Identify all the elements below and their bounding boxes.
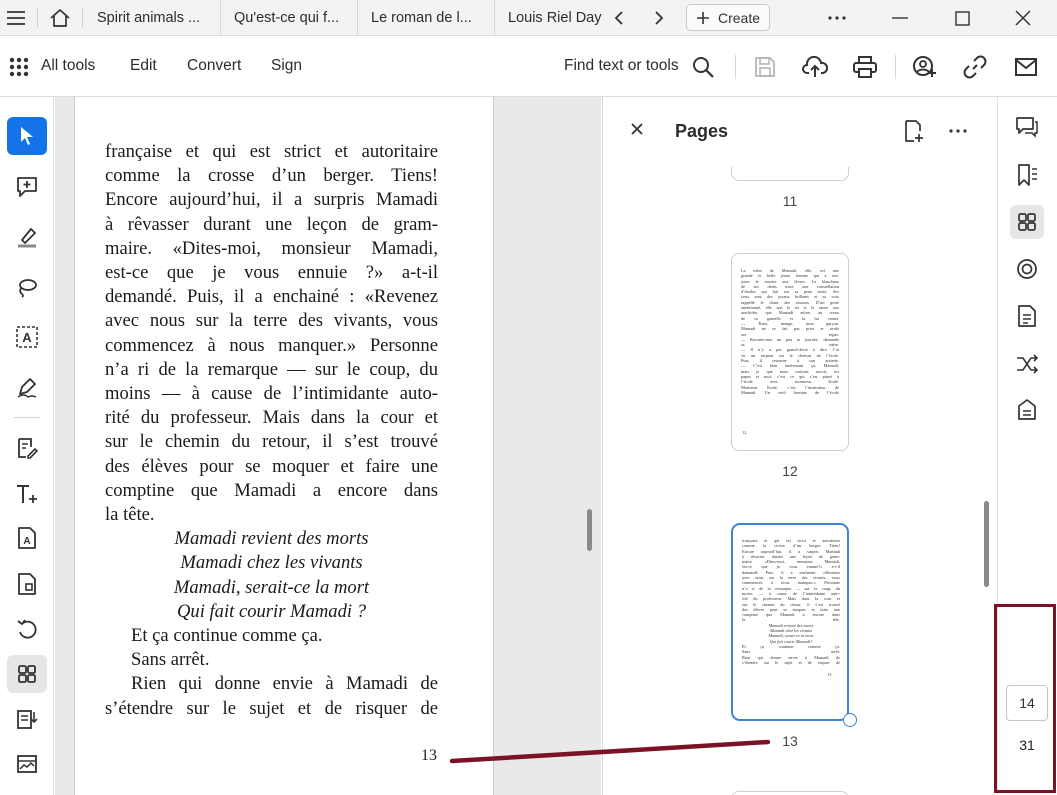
page-add-icon [16, 572, 38, 596]
paragraph-line: demandé. Puis, il a enchainé : «Revenez [105, 286, 438, 308]
cursor-arrow-icon [18, 126, 36, 146]
thumbnail-line: vu un serpent sur le chemin de l’école. [741, 352, 839, 358]
divider [37, 8, 38, 28]
save-icon [752, 54, 778, 80]
edit-link[interactable]: Edit [130, 57, 157, 74]
thumbnail-line: sur le chemin du retour, il s’est trouvé [742, 601, 840, 607]
image-chart-icon [16, 754, 38, 774]
thumbnail-line: grande et belle jeune femme qui a tou- [741, 273, 839, 279]
poem-line: Mamadi, serait-ce la mort [173, 576, 370, 598]
panel-more-options-icon[interactable] [949, 129, 967, 133]
tab-le-roman[interactable] [360, 0, 495, 36]
undo-tool-button[interactable] [7, 610, 47, 648]
draw-tool-button[interactable] [7, 268, 47, 306]
svg-text:A: A [23, 536, 31, 547]
add-text-tool-button[interactable] [7, 475, 47, 513]
paragraph-line: avec nous sur la terre des vivants, vous [105, 310, 438, 332]
thumbnail-line: Et ça continue comme ça. [742, 643, 840, 649]
document-scrollbar[interactable] [587, 509, 592, 551]
thumbnail-line: d’étoiles qui luit sur sa peau noire. Ses [741, 289, 839, 295]
pen-sign-icon [16, 376, 38, 398]
thumbnail-line: Mamadi ne se fait pas prier et avale [741, 326, 839, 332]
poem-line: Mamadi chez les vivants [180, 552, 363, 574]
thumbnail-line: rappelle le chant des oiseaux. D’un geste [741, 299, 839, 305]
sign-tool-button[interactable] [7, 368, 47, 406]
thumbnail-line: — C’est bien intéressant ça, Mamadi, [741, 363, 839, 369]
thumbnail-line: — Raconte-moi un peu ta journée, demande [741, 336, 839, 342]
create-button[interactable] [686, 4, 770, 31]
thumbnail-line: des élèves pour se moquer et faire une [742, 606, 840, 612]
page-thumbnail-selected[interactable] [731, 523, 849, 721]
print-icon[interactable] [852, 54, 878, 80]
page-body [105, 140, 438, 721]
thumbnail-line: Mamadi revient des morts [768, 622, 814, 628]
more-options-icon[interactable] [821, 2, 853, 34]
comment-add-icon [16, 176, 38, 198]
total-pages: 31 [1019, 737, 1035, 753]
thumbnail-line: est-ce que je vous ennuie?» a-t-il [742, 564, 840, 570]
thumbnail-line: Mamadi, serait-ce la mort [768, 633, 814, 639]
divider [895, 55, 896, 79]
thumbnail-line: à rêvasser durant une leçon de gram- [742, 553, 840, 559]
paragraph-line: est-ce que je vous ennuie ?» a-t-il [105, 262, 438, 284]
tab-label: Louis Riel Day [508, 10, 602, 26]
export-pages-icon [16, 708, 38, 730]
bookmarks-icon[interactable] [1010, 158, 1044, 192]
close-panel-icon[interactable] [631, 123, 643, 135]
paragraph-line: Et ça continue comme ça. [131, 625, 323, 647]
thumbnail-line: Encore aujourd’hui, il a surpris Mamadi [742, 548, 840, 554]
sign-link[interactable]: Sign [271, 57, 303, 74]
paragraph-line: commencez à nous manquer.» Personne [105, 334, 438, 356]
text-add-icon [15, 483, 39, 505]
paragraph-line: s’étendre sur le sujet et de risquer de [105, 697, 438, 719]
paragraph-line: moins — à cause de l’intimidante auto- [105, 383, 438, 405]
thumbnail-line: commencez à nous manquer.» Personne [742, 580, 840, 586]
thumbnail-page-number: 13 [827, 672, 832, 677]
document-viewer[interactable] [55, 97, 601, 795]
tab-louis-riel-day[interactable] [497, 0, 605, 36]
pages-panel [602, 97, 996, 795]
thumbnail-line: maire. «Dites-moi, monsieur Mamadi, [742, 559, 840, 565]
divider [82, 8, 83, 28]
pages-panel-scrollbar[interactable] [984, 501, 989, 587]
thumbnail-line: rité du professeur. Mais dans la cour et [742, 596, 840, 602]
thumbnail-text [742, 538, 840, 665]
home-icon[interactable] [44, 2, 76, 34]
page-thumbnails-list[interactable] [603, 167, 983, 795]
tab-label: Spirit animals ... [97, 10, 201, 26]
compare-tool-button[interactable] [7, 745, 47, 783]
select-tool-button[interactable] [7, 117, 47, 155]
thumbnail-line: avec nous sur la terre des vivants, vous [742, 575, 840, 581]
paragraph-line: n’a ri de la remarque — sur le coup, du [105, 358, 438, 380]
pages-panel-title: Pages [675, 121, 729, 141]
page-number: 13 [421, 747, 437, 764]
thumbnail-line: Puis, il retourne à son assiette. [741, 358, 839, 364]
thumbnail-line: — Tiens, mange, mon garçon. [741, 320, 839, 326]
paragraph-line: maire. «Dites-moi, monsieur Mamadi, [105, 237, 438, 259]
minimize-icon[interactable] [884, 2, 916, 34]
organize-tool-button[interactable] [7, 565, 47, 603]
tab-bar [0, 0, 1057, 36]
thumbnail-line: s’étendre sur le sujet et de risquer de [742, 659, 840, 665]
extract-tool-button[interactable] [7, 700, 47, 738]
thumbnail-page-number: 12 [742, 430, 747, 435]
all-tools-grid-icon[interactable] [6, 54, 32, 80]
thumbnail-line: française et qui est strict et autoritaire [742, 538, 840, 543]
tab-label: Le roman de l... [371, 10, 472, 26]
paragraph-line: Sans arrêt. [131, 649, 210, 671]
cloud-upload-icon[interactable] [802, 54, 828, 80]
poem-line: Qui fait courir Mamadi ? [176, 600, 367, 622]
insert-page-icon[interactable] [903, 119, 925, 143]
thumbnail-line: de ses dents trace une constellation [741, 283, 839, 289]
thumbnail-line: — Il n’y a pas grand-chose à dire. J’ai [741, 347, 839, 353]
thumbnail-line: yeux sont des joyaux brillants et sa voix [741, 294, 839, 300]
flow-arrows-icon[interactable] [1010, 347, 1044, 381]
search-icon[interactable] [690, 54, 716, 80]
thumbnail-line: comptine que Mamadi a encore dans [742, 612, 840, 618]
accessibility-tag-icon[interactable] [1010, 393, 1044, 427]
poem-line: Mamadi revient des morts [174, 528, 369, 550]
tab-spirit-animals[interactable] [86, 0, 221, 36]
layers-icon[interactable] [1010, 252, 1044, 286]
thumbnail-line: comme la crosse d’un berger. Tiens! [742, 543, 840, 549]
fill-form-tool-button[interactable] [7, 519, 47, 557]
page-thumbnails-icon[interactable] [1010, 205, 1044, 239]
document-text-icon [16, 526, 38, 550]
document-page [74, 97, 494, 795]
left-tool-rail [0, 97, 54, 795]
thumbnail-line: attentionné, elle sert le riz et la sauce aux [741, 305, 839, 311]
share-user-icon[interactable] [912, 54, 938, 80]
tab-label: Qu'est-ce qui f... [234, 10, 340, 26]
thumbnail-line: Sans arrêt. [742, 649, 840, 655]
paragraph-line: la tête. [105, 504, 155, 526]
resize-handle[interactable] [843, 713, 857, 727]
thumbnail-line: mais je que nous voulons savoir, tes [741, 368, 839, 374]
page-thumbnail-label: 12 [782, 463, 798, 479]
annotation-highlight-box [994, 604, 1056, 793]
add-comment-tool-button[interactable] [7, 168, 47, 206]
current-page-input[interactable]: 14 [1006, 685, 1048, 721]
svg-text:A: A [22, 330, 32, 345]
page-thumbnail-label: 11 [782, 193, 798, 209]
all-tools-link[interactable]: All tools [41, 57, 96, 74]
email-icon[interactable] [1013, 54, 1039, 80]
page-thumbnail[interactable] [731, 253, 849, 451]
lasso-icon [16, 276, 38, 298]
thumbnail-line: Mamadi. Un vieil homme de l’école [741, 389, 839, 395]
plus-icon [697, 12, 709, 24]
highlighter-icon [16, 226, 38, 248]
paragraph-line: à rêvasser durant une leçon de gram- [105, 213, 438, 235]
thumbnail-line: de sa gamelle et la lui remet. [741, 315, 839, 321]
maximize-icon[interactable] [946, 2, 978, 34]
divider [735, 55, 736, 79]
divider [14, 417, 40, 418]
grid-icon [17, 664, 37, 684]
page-thumbnail-label: 13 [782, 733, 798, 749]
comments-icon[interactable] [1010, 110, 1044, 144]
rotate-icon [16, 618, 38, 640]
thumbnail-line: ses repas. [741, 331, 839, 337]
find-text-tools[interactable]: Find text or tools [564, 57, 679, 74]
paragraph-line: française et qui est strict et autoritaire [105, 141, 438, 162]
highlight-tool-button[interactable] [7, 218, 47, 256]
thumbnail-line: arachides, que Mamadi adore, au creux [741, 310, 839, 316]
create-label: Create [718, 9, 761, 26]
page-thumbnails-tool-button[interactable] [7, 655, 47, 693]
convert-link[interactable]: Convert [187, 57, 242, 74]
text-recognition-icon [15, 325, 39, 349]
chevron-right-icon[interactable] [643, 2, 675, 34]
thumbnail-line: jours le sourire aux lèvres. La blancheur [741, 278, 839, 284]
paragraph-line: Encore aujourd’hui, il a surpris Mamadi [105, 189, 438, 211]
paragraph-line: sur le chemin du retour, il s’est trouvé [105, 431, 438, 453]
paragraph-line: comme la crosse d’un berger. Tiens! [105, 165, 438, 187]
thumbnail-line: Monsieur Koïté, c’est l’instituteur de [741, 384, 839, 390]
paragraph-line: Rien qui donne envie à Mamadi de [131, 673, 438, 695]
paragraph-line: rité du professeur. Mais dans la cour et [105, 407, 438, 429]
thumbnail-line: La mère de Mamadi, elle, est une [741, 268, 839, 273]
tab-quest-ce-qui[interactable] [223, 0, 358, 36]
thumbnail-text [741, 268, 839, 395]
text-select-tool-button[interactable] [7, 318, 47, 356]
edit-text-tool-button[interactable] [7, 429, 47, 467]
thumbnail-line: moins — à cause de l’intimidante auto- [742, 590, 840, 596]
main-toolbar [0, 37, 1057, 97]
page-thumbnail[interactable] [731, 167, 849, 181]
thumbnail-line: sa mère. [741, 342, 839, 348]
link-icon[interactable] [962, 54, 988, 80]
thumbnail-line: Qui fait courir Mamadi? [769, 638, 813, 644]
paragraph-line: comptine que Mamadi a encore dans [105, 479, 438, 501]
thumbnail-line: la tête. [742, 617, 840, 623]
thumbnail-line: Rien qui donne envie à Mamadi de [742, 654, 840, 660]
edit-document-icon [16, 437, 38, 459]
paragraph-line: des élèves pour se moquer et faire une [105, 455, 438, 477]
hamburger-menu-icon[interactable] [0, 2, 32, 34]
thumbnail-line: n’a ri de la remarque — sur le coup, du [742, 585, 840, 591]
thumbnail-line: l’école avec monsieur Koité. [741, 379, 839, 385]
thumbnail-line: Mamadi chez les vivants [769, 628, 813, 634]
chevron-left-icon[interactable] [603, 2, 635, 34]
thumbnail-line: papas et moi, c’est ce qui s’est passé à [741, 373, 839, 379]
thumbnail-line: demandé. Puis, il a enchainé: «Revenez [742, 569, 840, 575]
page-thumbnail[interactable] [731, 791, 849, 795]
close-window-icon[interactable] [1007, 2, 1039, 34]
document-properties-icon[interactable] [1010, 299, 1044, 333]
